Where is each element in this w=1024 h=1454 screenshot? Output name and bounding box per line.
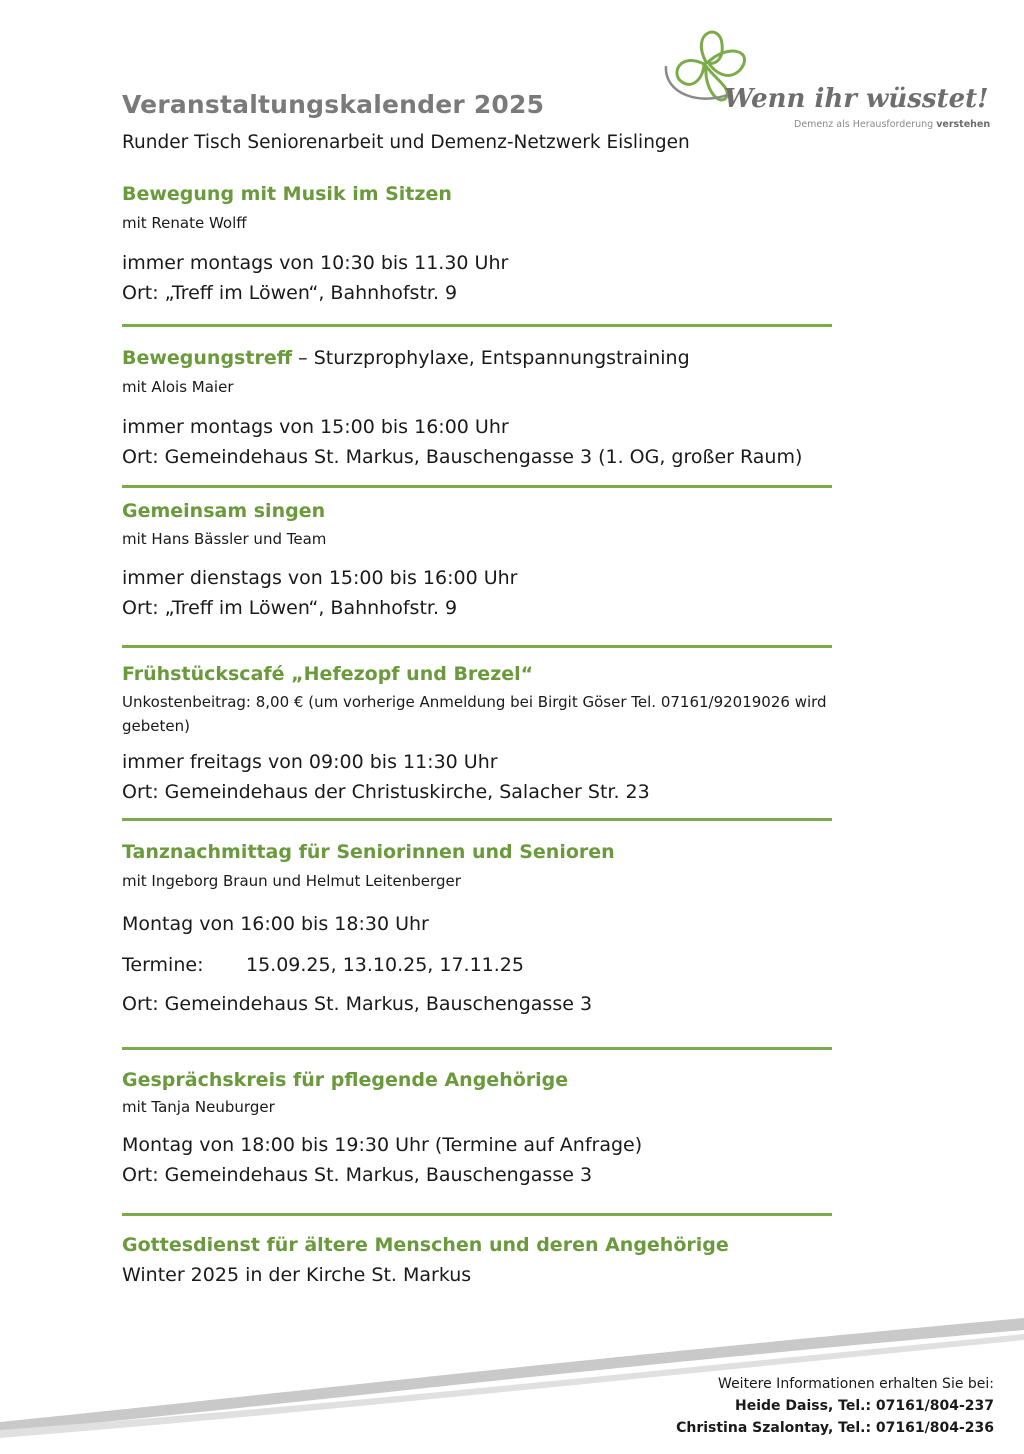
page-subtitle: Runder Tisch Seniorenarbeit und Demenz-Netzwerk Eislingen (122, 132, 690, 153)
event-time: Montag von 16:00 bis 18:30 Uhr (122, 913, 429, 935)
divider (122, 1213, 832, 1216)
event-leader: mit Ingeborg Braun und Helmut Leitenberger (122, 872, 461, 890)
event-time: Winter 2025 in der Kirche St. Markus (122, 1264, 472, 1286)
event-place: Ort: „Treff im Löwen“, Bahnhofstr. 9 (122, 597, 458, 619)
event-time: immer dienstags von 15:00 bis 16:00 Uhr (122, 567, 518, 589)
event-leader: mit Hans Bässler und Team (122, 530, 327, 548)
event-title: Tanznachmittag für Seniorinnen und Senioren (122, 841, 615, 863)
event-title: Gemeinsam singen (122, 500, 326, 522)
event-place: Ort: Gemeindehaus St. Markus, Bauschengasse 3 (122, 1164, 593, 1186)
divider (122, 818, 832, 821)
footer-contact-2: Christina Szalontay, Tel.: 07161/804-236 (676, 1420, 994, 1436)
event-place: Ort: „Treff im Löwen“, Bahnhofstr. 9 (122, 282, 458, 304)
footer-contact (574, 1373, 994, 1439)
event-leader: mit Renate Wolff (122, 214, 247, 232)
divider (122, 485, 832, 488)
event-place: Ort: Gemeindehaus St. Markus, Bauschengasse 3 (1. OG, großer Raum) (122, 446, 803, 468)
event-dates (122, 954, 524, 976)
divider (122, 1047, 832, 1050)
event-place: Ort: Gemeindehaus St. Markus, Bauschengasse 3 (122, 993, 593, 1015)
page-title: Veranstaltungskalender 2025 (122, 90, 545, 119)
divider (122, 645, 832, 648)
divider (122, 324, 832, 327)
footer-info: Weitere Informationen erhalten Sie bei: (718, 1376, 994, 1392)
event-time: immer montags von 15:00 bis 16:00 Uhr (122, 416, 509, 438)
logo-wordmark: Wenn ihr wüsstet! (724, 84, 989, 114)
footer-contact-1: Heide Daiss, Tel.: 07161/804-237 (735, 1398, 994, 1414)
dates-label: Termine: (122, 954, 204, 976)
event-leader: mit Alois Maier (122, 378, 234, 396)
logo (660, 22, 1000, 134)
event-title: Frühstückscafé „Hefezopf und Brezel“ (122, 663, 534, 685)
event-title: Gottesdienst für ältere Menschen und deren Angehörige (122, 1234, 729, 1256)
logo-tagline: Demenz als Herausforderung verstehen (794, 119, 991, 130)
event-note: Unkostenbeitrag: 8,00 € (um vorherige Anmeldung bei Birgit Göser Tel. 07161/92019026 wird gebeten) (122, 693, 827, 735)
event-place: Ort: Gemeindehaus der Christuskirche, Salacher Str. 23 (122, 781, 650, 803)
event-leader: mit Tanja Neuburger (122, 1098, 275, 1116)
event-time: immer freitags von 09:00 bis 11:30 Uhr (122, 751, 498, 773)
dates-value: 15.09.25, 13.10.25, 17.11.25 (246, 954, 524, 976)
event-time: immer montags von 10:30 bis 11.30 Uhr (122, 252, 509, 274)
event-time: Montag von 18:00 bis 19:30 Uhr (Termine auf Anfrage) (122, 1134, 643, 1156)
event-title: Bewegungstreff – Sturzprophylaxe, Entspannungstraining (122, 347, 690, 369)
event-title: Gesprächskreis für pflegende Angehörige (122, 1069, 569, 1091)
event-title: Bewegung mit Musik im Sitzen (122, 183, 452, 205)
